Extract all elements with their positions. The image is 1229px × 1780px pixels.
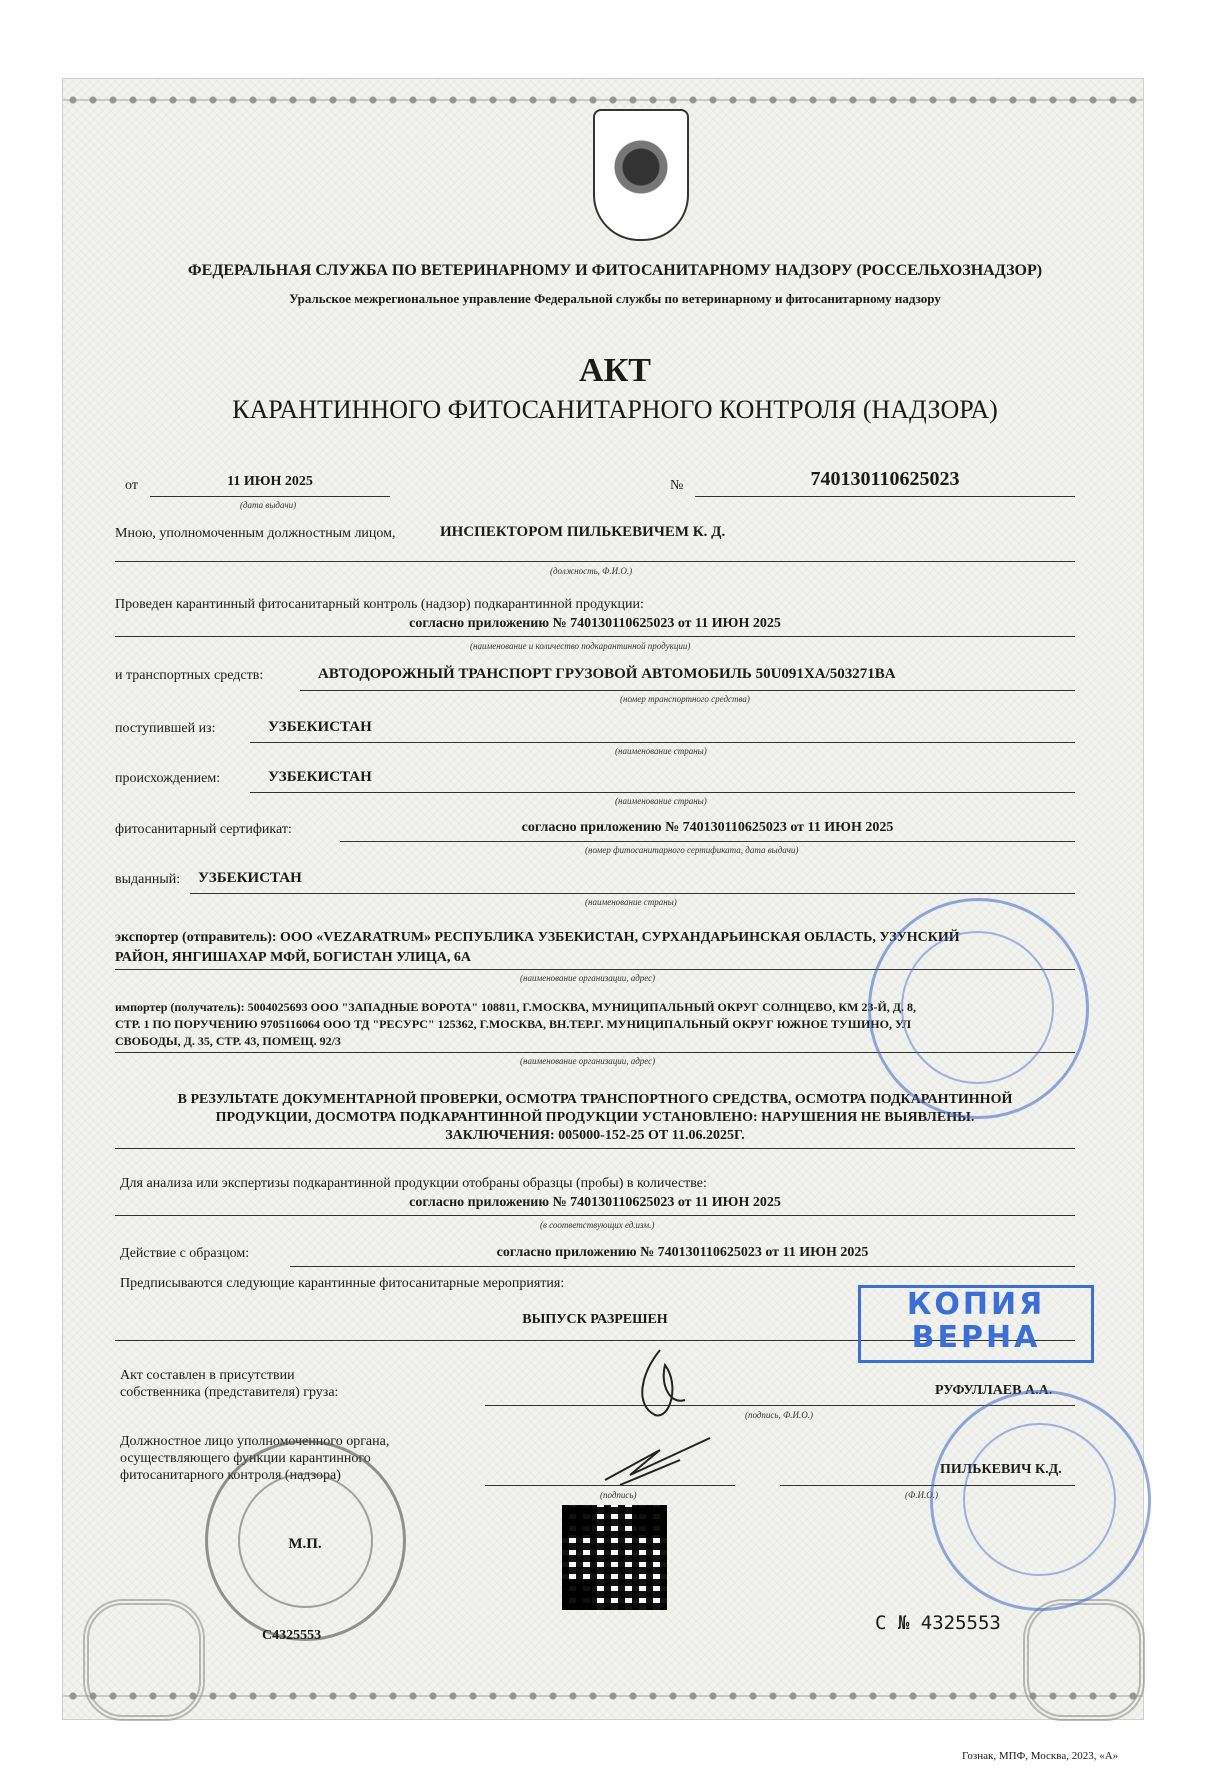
bottom-ornament-border	[63, 1679, 1143, 1713]
eagle-icon	[609, 131, 673, 211]
inspector-label-1: Должностное лицо уполномоченного органа,	[120, 1434, 390, 1449]
conclusion-line-1: В РЕЗУЛЬТАТЕ ДОКУМЕНТАРНОЙ ПРОВЕРКИ, ОСМОТРА ТРАНСПОРТНОГО СРЕДСТВА, ОСМОТРА ПОДКАРАНТИННОЙ	[177, 1092, 1013, 1107]
owner-signature	[630, 1345, 690, 1425]
samples-caption: (в соответствующих ед.изм.)	[540, 1220, 655, 1230]
transport-label: и транспортных средств:	[115, 668, 264, 683]
transport-caption: (номер транспортного средства)	[620, 694, 750, 704]
inspector-signature	[600, 1430, 720, 1490]
serial-number: С № 4325553	[875, 1612, 1001, 1634]
printer-line: Гознак, МПФ, Москва, 2023, «А»	[962, 1750, 1119, 1762]
origin-caption: (наименование страны)	[615, 796, 707, 806]
from-label: от	[125, 478, 138, 493]
arrived-from-caption: (наименование страны)	[615, 746, 707, 756]
copy-verified-stamp	[858, 1285, 1094, 1363]
issued-value: УЗБЕКИСТАН	[198, 870, 302, 886]
agency-name: ФЕДЕРАЛЬНАЯ СЛУЖБА ПО ВЕТЕРИНАРНОМУ И ФИТОСАНИТАРНОМУ НАДЗОРУ (РОССЕЛЬХОЗНАДЗОР)	[187, 262, 1043, 279]
origin-label: происхождением:	[115, 771, 221, 786]
importer-line-2: СТР. 1 ПО ПОРУЧЕНИЮ 9705116064 ООО ТД "РЕСУРС" 125362, Г.МОСКВА, ВН.ТЕР.Г. МУНИЦИПАЛЬНЫЙ ОКРУГ ЮЖНОЕ ТУШИНО, УЛ	[115, 1017, 912, 1031]
number-label: №	[670, 478, 684, 493]
certificate-label: фитосанитарный сертификат:	[115, 822, 292, 837]
act-number: 740130110625023	[810, 468, 960, 490]
owner-label-1: Акт составлен в присутствии	[120, 1368, 295, 1383]
certificate-caption: (номер фитосанитарного сертификата, дата выдачи)	[585, 845, 799, 855]
issued-label: выданный:	[115, 872, 181, 887]
samples-value: согласно приложению № 740130110625023 от 11 ИЮН 2025	[409, 1195, 781, 1210]
official-underline	[115, 561, 1075, 562]
products-label: Проведен карантинный фитосанитарный контроль (надзор) подкарантинной продукции:	[115, 597, 644, 612]
exporter-caption: (наименование организации, адрес)	[520, 973, 656, 983]
products-underline	[115, 636, 1075, 637]
conclusion-line-2: ПРОДУКЦИИ, ДОСМОТРА ПОДКАРАНТИННОЙ ПРОДУКЦИИ УСТАНОВЛЕНО: НАРУШЕНИЯ НЕ ВЫЯВЛЕНЫ.	[215, 1110, 975, 1125]
conclusion-underline	[115, 1148, 1075, 1149]
arrived-from-label: поступившей из:	[115, 721, 216, 736]
copy-stamp-line-1: КОПИЯ	[906, 1287, 1046, 1322]
transport-underline	[300, 690, 1075, 691]
arrived-from-value: УЗБЕКИСТАН	[268, 719, 372, 735]
corner-ornament-left	[83, 1599, 205, 1721]
sample-action-value: согласно приложению № 740130110625023 от 11 ИЮН 2025	[496, 1245, 869, 1260]
number-underline	[695, 496, 1075, 497]
sample-action-underline	[290, 1266, 1075, 1267]
transport-value: АВТОДОРОЖНЫЙ ТРАНСПОРТ ГРУЗОВОЙ АВТОМОБИЛЬ 50U091XA/503271BA	[318, 666, 896, 682]
owner-name: РУФУЛЛАЕВ А.А.	[935, 1383, 1053, 1398]
products-caption: (наименование и количество подкарантинной продукции)	[470, 641, 691, 651]
date-underline	[150, 496, 390, 497]
inspector-name-caption: (Ф.И.О.)	[905, 1490, 938, 1500]
importer-line-1: импортер (получатель): 5004025693 ООО "ЗАПАДНЫЕ ВОРОТА" 108811, Г.МОСКВА, МУНИЦИПАЛЬНЫЙ ОКРУГ СОЛНЦЕВО, КМ 23-Й, Д. 8,	[115, 1000, 917, 1014]
measures-label: Предписываются следующие карантинные фитосанитарные мероприятия:	[120, 1276, 565, 1291]
doc-subtitle: КАРАНТИННОГО ФИТОСАНИТАРНОГО КОНТРОЛЯ (НАДЗОРА)	[232, 395, 998, 424]
inspector-name: ПИЛЬКЕВИЧ К.Д.	[940, 1462, 1062, 1477]
samples-label: Для анализа или экспертизы подкарантинной продукции отобраны образцы (пробы) в количестве:	[120, 1176, 707, 1191]
samples-underline	[115, 1215, 1075, 1216]
blue-round-stamp-lower	[930, 1390, 1151, 1611]
official-caption: (должность, Ф.И.О.)	[550, 566, 633, 576]
certificate-value: согласно приложению № 740130110625023 от 11 ИЮН 2025	[521, 820, 894, 835]
conclusion-line-3: ЗАКЛЮЧЕНИЯ: 005000-152-25 ОТ 11.06.2025Г.	[445, 1128, 745, 1143]
sample-action-label: Действие с образцом:	[120, 1246, 250, 1261]
exporter-line-1: экспортер (отправитель): ООО «VEZARATRUM» РЕСПУБЛИКА УЗБЕКИСТАН, СУРХАНДАРЬИНСКАЯ ОБЛАСТЬ, УЗУНСКИЙ	[115, 930, 960, 945]
owner-label-2: собственника (представителя) груза:	[120, 1385, 339, 1400]
corner-ornament-right	[1023, 1599, 1145, 1721]
mp-label: М.П.	[288, 1536, 322, 1552]
official-value: ИНСПЕКТОРОМ ПИЛЬКЕВИЧЕМ К. Д.	[440, 524, 726, 540]
origin-underline	[250, 792, 1075, 793]
measures-value: ВЫПУСК РАЗРЕШЕН	[522, 1312, 668, 1327]
issue-date: 11 ИЮН 2025	[227, 474, 313, 489]
department-name: Уральское межрегиональное управление Федеральной службы по ветеринарному и фитосанитарному надзору	[289, 291, 941, 306]
coat-of-arms-emblem	[593, 109, 689, 241]
date-caption: (дата выдачи)	[240, 500, 297, 510]
copy-stamp-line-2: ВЕРНА	[911, 1320, 1041, 1355]
inspector-label-3: фитосанитарного контроля (надзора)	[120, 1468, 341, 1483]
exporter-line-2: РАЙОН, ЯНГИШАХАР МФЙ, БОГИСТАН УЛИЦА, 6А	[115, 950, 471, 965]
issued-underline	[190, 893, 1075, 894]
products-value: согласно приложению № 740130110625023 от 11 ИЮН 2025	[409, 616, 781, 631]
doc-title: АКТ	[579, 352, 651, 389]
official-label: Мною, уполномоченным должностным лицом,	[115, 526, 396, 541]
certificate-underline	[340, 841, 1075, 842]
owner-caption: (подпись, Ф.И.О.)	[745, 1410, 814, 1420]
inspector-sign-caption: (подпись)	[600, 1490, 637, 1500]
blue-round-stamp-upper	[868, 898, 1089, 1119]
importer-line-3: СВОБОДЫ, Д. 35, СТР. 43, ПОМЕЩ. 92/3	[115, 1034, 341, 1048]
importer-caption: (наименование организации, адрес)	[520, 1056, 656, 1066]
arrived-from-underline	[250, 742, 1075, 743]
origin-value: УЗБЕКИСТАН	[268, 769, 372, 785]
qr-code	[562, 1505, 667, 1610]
inspector-label-2: осуществляющего функции карантинного	[120, 1451, 371, 1466]
serial-left: С4325553	[262, 1628, 322, 1643]
issued-caption: (наименование страны)	[585, 897, 677, 907]
